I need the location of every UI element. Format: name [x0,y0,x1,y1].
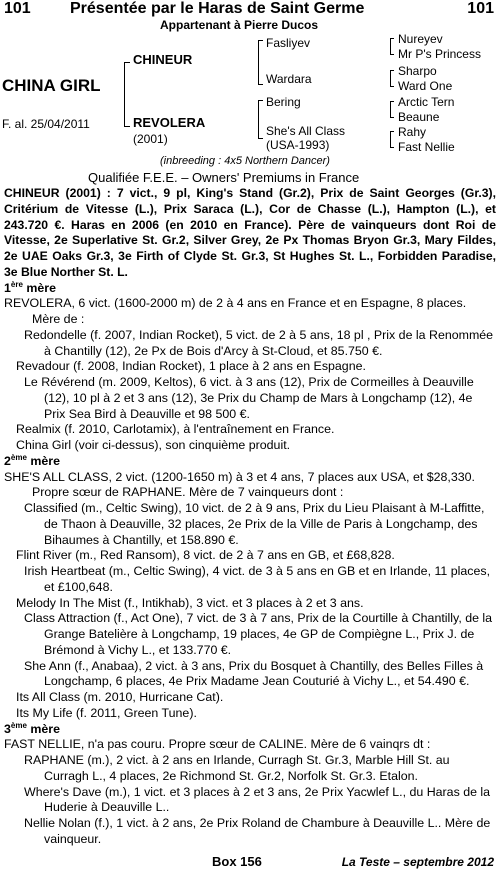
bracket-tick [258,84,263,85]
dam2-produce-1: Classified (m., Celtic Swing), 10 vict. de 2 à 9 ans, Prix du Lieu Plaisant à M-Laffitte, de Thaon à Deauville, 32 places, 2e Prix de la Ville de Paris à Longchamp, des Bihaumes à Chantilly, et 158.890 €. [24,501,485,547]
bracket-tick [124,62,130,63]
bracket-tick [258,138,263,139]
gg8: Fast Nellie [398,140,455,154]
horse-name: CHINA GIRL [2,76,101,95]
inbreeding-note: (inbreeding : 4x5 Northern Dancer) [160,155,330,167]
bracket-tick [390,38,394,39]
lot-number-right: 101 [467,0,494,17]
owner-line: Appartenant à Pierre Ducos [160,18,319,32]
qualification-line: Qualifiée F.E.E. – Owners' Premiums in France [88,170,360,185]
dam3-heading [4,722,496,738]
dam1-produce-block [4,328,496,454]
dam2-produce-7: Its All Class (m. 2010, Hurricane Cat). [16,690,224,704]
event-name: La Teste – septembre 2012 [341,855,494,869]
bracket-tick [390,101,394,102]
bracket-tick [390,117,394,118]
dam3-intro: FAST NELLIE, n'a pas couru. Propre sœur de CALINE. Mère de 6 vainqrs dt : [4,737,431,752]
gdam2: She's All Class [266,124,345,138]
bracket-tick [390,54,394,55]
lot-number-left: 101 [4,0,31,17]
bracket-tick [390,147,394,148]
dam1-produce-4: Realmix (f. 2010, Carlotamix), à l'entraînement en France. [16,422,335,437]
dam-year: (2001) [133,132,168,146]
dam1-produce-5: China Girl (voir ci-dessus), son cinquième produit. [16,438,291,452]
dam1-heading-word: mère [22,280,56,295]
dam3-produce-2: Where's Dave (m.), 1 vict. et 3 places à 2 et 3 ans, 2e Prix Yacwlef L., du Haras de la Huderie à Deauville L.. [24,784,491,815]
horse-info: F. al. 25/04/2011 [2,117,90,131]
gsire1: Fasliyev [266,36,311,50]
gg2: Mr P's Princess [398,47,481,61]
gg4: Ward One [398,79,453,93]
bracket-tick [390,86,394,87]
dam2-produce-block [4,501,496,722]
dam2-heading-sup: ème [10,452,27,462]
gdam2-info: (USA-1993) [266,138,330,152]
dam3-produce-3: Nellie Nolan (f.), 1 vict. à 2 ans, 2e Prix Roland de Chambure à Deauville L.. Mère de vainqueur. [24,816,491,846]
dam1-produce-1: Redondelle (f. 2007, Indian Rocket), 5 vict. de 2 à 5 ans, 18 pl , Prix de la Renommée à Chantilly (12), 2e Px de Bois d'Arcy à St-Cloud, et 85.750 €. [24,327,494,358]
bracket-gg [390,38,391,54]
dam2-intro: SHE'S ALL CLASS, 2 vict. (1200-1650 m) à 3 et 4 ans, 7 places aux USA, et $28,330. Propre sœur de RAPHANE. Mère de 7 vainqueurs dont : [4,469,475,500]
gg5: Arctic Tern [398,95,455,109]
catalogue-body [4,186,496,848]
dam2-produce-8: Its My Life (f. 2011, Green Tune). [16,705,197,720]
dam2-heading-word: mère [26,453,60,468]
dam1-intro: REVOLERA, 6 vict. (1600-2000 m) de 2 à 4 ans en France et en Espagne, 8 places. Mère de : [4,296,467,326]
sire-name: CHINEUR [133,52,193,67]
gg3: Sharpo [398,64,437,78]
dam1-heading-num: 1 [4,280,11,295]
bracket-gg [390,131,391,147]
gg7: Rahy [398,125,427,139]
sire-paragraph: CHINEUR (2001) : 7 vict., 9 pl, King's Stand (Gr.2), Prix de Saint Georges (Gr.3), Critérium de Vitesse (L.), Prix Saraca (L.), Cor de Chasse (L.), Hampton (L.), et 243.720 €. Haras en 2006 (en 2010 en France). Père de vainqueurs dont Roi de Vitesse, 2e Superlative St. Gr.2, Silver Grey, 2e Px Thomas Bryon Gr.3, Mary Fildes, 2e UAE Oaks Gr.3, 3e Firth of Clyde St. Gr.3, St Hughes St. L., Forbidden Paradise, 3e Blue Norther St. L. [4,186,496,279]
bracket-gg [390,101,391,117]
dam2-produce-4: Melody In The Mist (f., Intikhab), 3 vict. et 3 places à 2 et 3 ans. [16,595,364,610]
dam2-produce-3: Irish Heartbeat (m., Celtic Swing), 4 vict. de 3 à 5 ans en GB et en Irlande, 11 places, et £100,648. [24,564,491,594]
bracket-tick [390,131,394,132]
bracket-sire [258,40,259,84]
dam1-produce-3: Le Révérend (m. 2009, Keltos), 6 vict. à 3 ans (12), Prix de Cormeilles à Deauville (12), 10 pl à 2 et 3 ans (12), 3e Prix du Champ de Mars à Longchamp (12), 4e Prix Sea Bird à Deauville et 98 500 €. [24,375,474,421]
dam2-produce-2: Flint River (m., Red Ransom), 8 vict. de 2 à 7 ans en GB, et £68,828. [16,548,395,563]
bracket-gg [390,70,391,86]
dam3-produce-1: RAPHANE (m.), 2 vict. à 2 ans en Irlande, Curragh St. Gr.3, Marble Hill St. au Curragh L., 4 places, 2e Richmond St. Gr.2, Norfolk St. Gr.3. Etalon. [24,753,450,783]
bracket-tick [258,100,263,101]
dam1-produce-2: Revadour (f. 2008, Indian Rocket), 1 place à 2 ans en Espagne. [16,359,366,374]
dam3-heading-sup: ème [10,720,27,730]
gg1: Nureyev [398,32,443,46]
bracket-dam [258,100,259,138]
bracket-tick [258,40,263,41]
dam3-heading-word: mère [26,721,60,736]
gdam1: Wardara [266,72,312,86]
dam1-heading-sup: ère [10,279,23,289]
dam-name: REVOLERA [133,115,206,130]
bracket-tick [390,70,394,71]
dam3-heading-num: 3 [4,721,11,736]
gsire2: Bering [266,95,301,109]
bracket-tick [124,126,130,127]
dam2-heading [4,454,496,470]
dam3-produce-block [4,753,496,848]
dam2-produce-5: Class Attraction (f., Act One), 7 vict. de 3 à 7 ans, Prix de la Courtille à Chantilly, de la Grange Batelière à Longchamp, 19 places, 4e GP de Compiègne L., Prix J. de Brémond à Vichy L., et 133.770 €. [24,611,493,657]
bracket-main [124,62,125,126]
page-title: Présentée par le Haras de Saint Germe [70,0,365,17]
gg6: Beaune [398,110,440,124]
dam2-heading-num: 2 [4,453,11,468]
box-number: Box 156 [212,854,262,869]
dam1-heading [4,281,496,297]
dam2-produce-6: She Ann (f., Anabaa), 2 vict. à 3 ans, Prix du Bosquet à Chantilly, des Belles Filles à Longchamp, 6 places, 4e Prix Madame Jean Couturié à Vichy L., et 54.490 €. [24,658,484,689]
